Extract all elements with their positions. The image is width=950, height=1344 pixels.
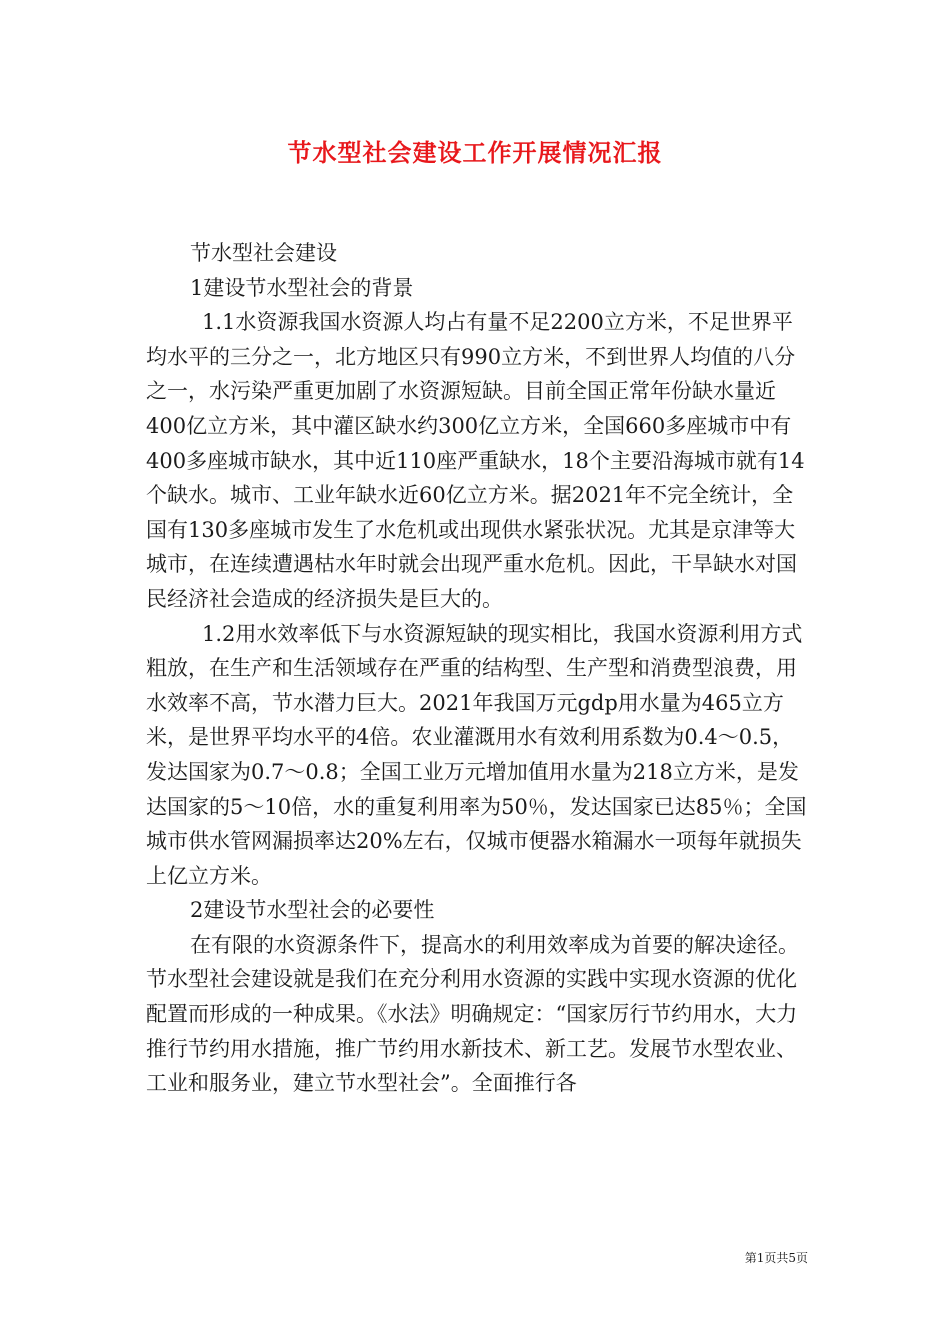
paragraph-heading: 节水型社会建设: [190, 241, 337, 265]
document-body: [146, 236, 812, 1101]
paragraph-1-1: 1.1水资源我国水资源人均占有量不足2200立方米，不足世界平均水平的三分之一，北方地区只有990立方米，不到世界人均值的八分之一，水污染严重更加剧了水资源短缺。目前全国正常年份缺水量近400亿立方米，其中灌区缺水约300亿立方米，全国660多座城市中有400多座城市缺水，其中近110座严重缺水，18个主要沿海城市就有14个缺水。城市、工业年缺水近60亿立方米。据2021年不完全统计，全国有130多座城市发生了水危机或出现供水紧张状况。尤其是京津等大城市，在连续遭遇枯水年时就会出现严重水危机。因此，干旱缺水对国民经济社会造成的经济损失是巨大的。: [146, 310, 805, 611]
paragraph-2: 在有限的水资源条件下，提高水的利用效率成为首要的解决途径。节水型社会建设就是我们在充分利用水资源的实践中实现水资源的优化配置而形成的一种成果。《水法》明确规定：“国家厉行节约用水，大力推行节约用水措施，推广节约用水新技术、新工艺。发展节水型农业、工业和服务业，建立节水型社会”。全面推行各: [146, 932, 799, 1096]
page-number: 第1页共5页: [744, 1251, 808, 1265]
section-heading-1: 1建设节水型社会的背景: [190, 275, 414, 300]
section-heading-2: 2建设节水型社会的必要性: [190, 898, 435, 923]
document-title: 节水型社会建设工作开展情况汇报: [287, 138, 663, 167]
paragraph-1-2: 1.2用水效率低下与水资源短缺的现实相比，我国水资源利用方式粗放，在生产和生活领域存在严重的结构型、生产型和消费型浪费，用水效率不高，节水潜力巨大。2021年我国万元gdp用水量为465立方米，是世界平均水平的4倍。农业灌溉用水有效利用系数为0.4～0.5，发达国家为0.7～0.8；全国工业万元增加值用水量为218立方米，是发达国家的5～10倍，水的重复利用率为50％，发达国家已达85％；全国城市供水管网漏损率达20%左右，仅城市便器水箱漏水一项每年就损失上亿立方米。: [146, 621, 807, 888]
